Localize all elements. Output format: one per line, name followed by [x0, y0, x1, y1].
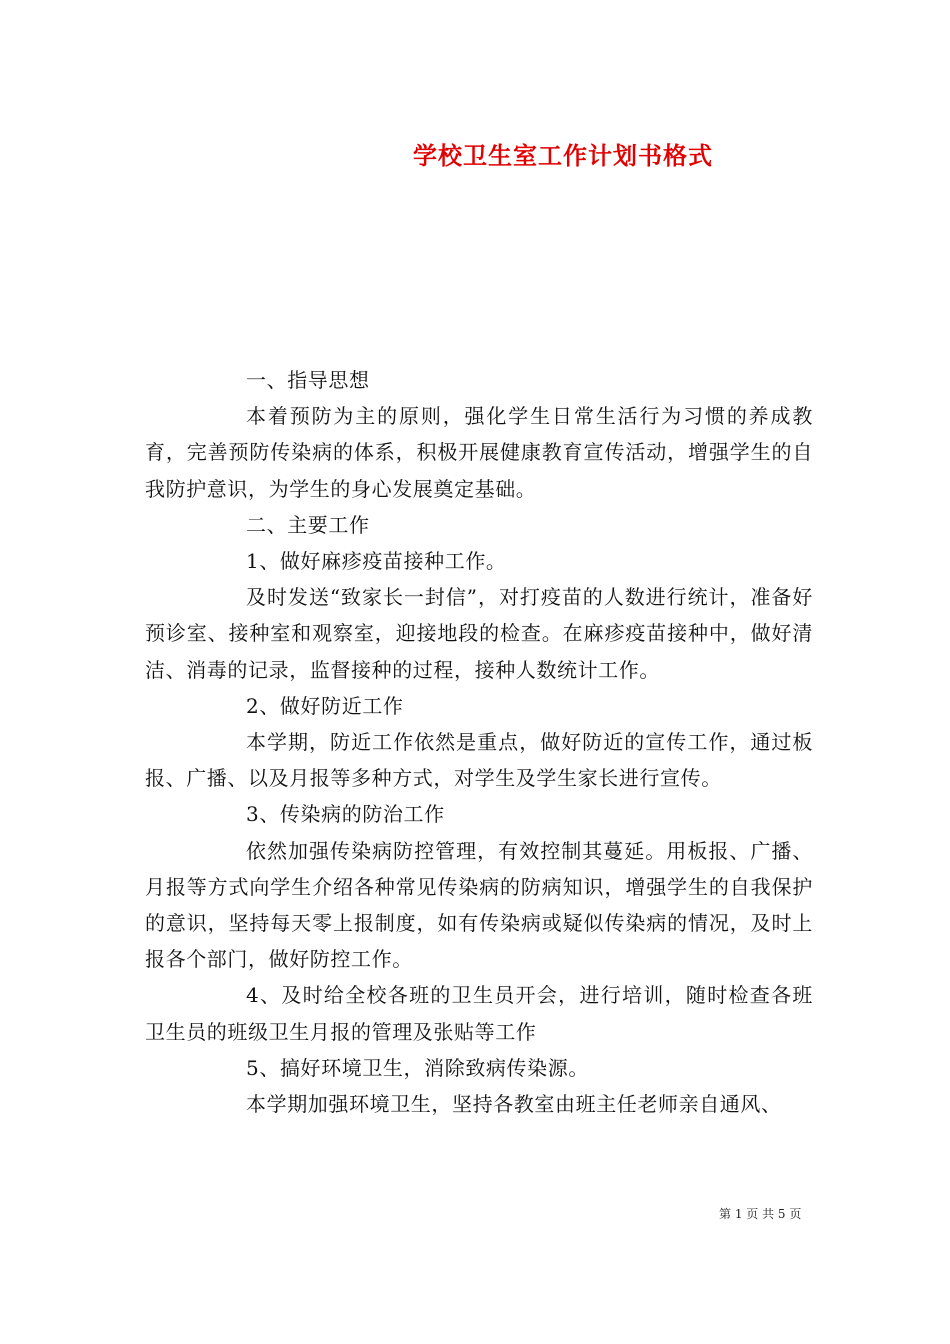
item-heading-vaccination: 1、做好麻疹疫苗接种工作。 — [246, 549, 507, 574]
paragraph-vaccination: 及时发送“致家长一封信”，对打疫苗的人数进行统计，准备好预诊室、接种室和观察室，迎接地段的检查。在麻疹疫苗接种中，做好清洁、消毒的记录，监督接种的过程，接种人数统计工作。 — [145, 585, 813, 682]
item-heading-infectious-disease: 3、传染病的防治工作 — [246, 802, 445, 827]
paragraph-guiding-ideology: 本着预防为主的原则，强化学生日常生活行为习惯的养成教育，完善预防传染病的体系，积极开展健康教育宣传活动，增强学生的自我防护意识，为学生的身心发展奠定基础。 — [145, 404, 813, 501]
document-title: 学校卫生室工作计划书格式 — [413, 141, 713, 170]
item-heading-myopia-prevention: 2、做好防近工作 — [246, 693, 404, 718]
item-heading-environment-hygiene: 5、搞好环境卫生，消除致病传染源。 — [246, 1055, 589, 1080]
page-number-footer: 第 1 页 共 5 页 — [719, 1207, 802, 1221]
section-heading-main-work: 二、主要工作 — [246, 512, 370, 537]
paragraph-infectious-disease: 依然加强传染病防控管理，有效控制其蔓延。用板报、广播、月报等方式向学生介绍各种常见传染病的防病知识，增强学生的自我保护的意识，坚持每天零上报制度，如有传染病或疑似传染病的情况，及时上报各个部门，做好防控工作。 — [145, 838, 813, 972]
section-heading-guiding-ideology: 一、指导思想 — [246, 368, 370, 392]
paragraph-myopia-prevention: 本学期，防近工作依然是重点，做好防近的宣传工作，通过板报、广播、以及月报等多种方式，对学生及学生家长进行宣传。 — [145, 730, 813, 791]
paragraph-environment-hygiene: 本学期加强环境卫生，坚持各教室由班主任老师亲自通风、 — [246, 1092, 782, 1117]
paragraph-health-officer-training: 4、及时给全校各班的卫生员开会，进行培训，随时检查各班卫生员的班级卫生月报的管理及张贴等工作 — [145, 983, 813, 1044]
document-body — [145, 362, 813, 1122]
